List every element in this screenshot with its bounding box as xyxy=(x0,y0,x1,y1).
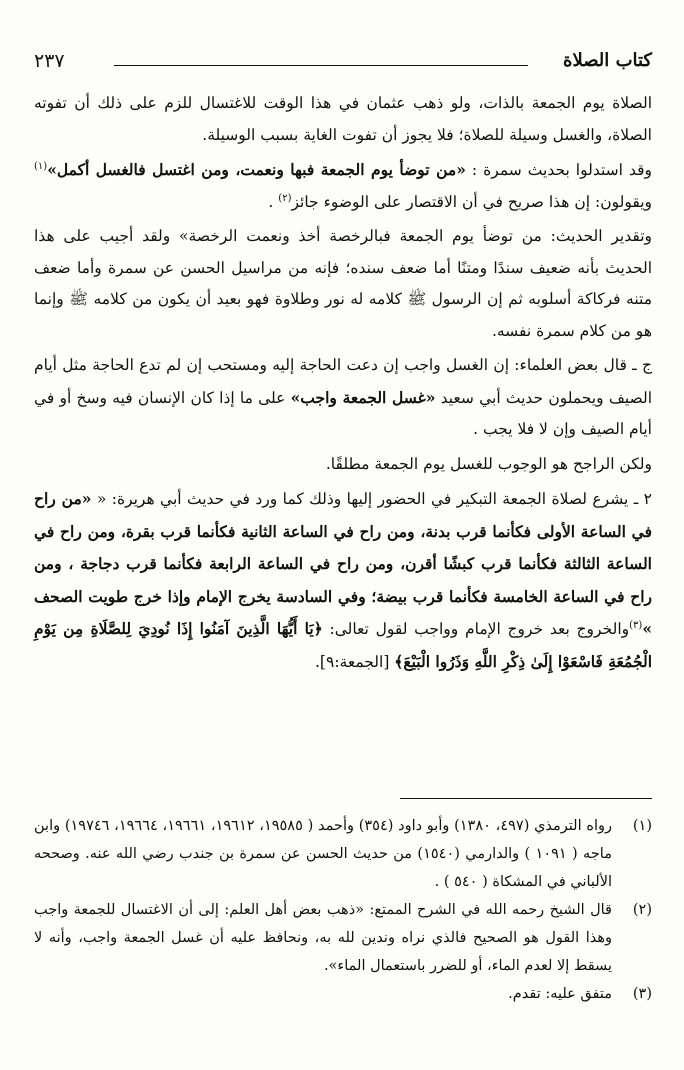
footnote-text: رواه الترمذي (٤٩٧، ١٣٨٠) وأبو داود (٣٥٤) وأحمد ( ١٩٥٨٥، ١٩٦١٢، ١٩٦٦١، ١٩٦٦٤، ١٩٧٤٦) وابن ماجه ( ١٠٩١ ) والدارمي (١٥٤٠) من حديث الحسن عن سمرة بن جندب رضي الله عنه. وصححه الألباني في المشكاة ( ٥٤٠ ) . xyxy=(34,818,612,890)
footnote-rule xyxy=(400,798,652,799)
hadith-abu-hurayra: «من راح في الساعة الأولى فكأنما قرب بدنة، ومن راح في الساعة الثانية فكأنما قرب بقرة، ومن راح في الساعة الثالثة فكأنما قرب كبشًا أقرن، ومن راح في الساعة الرابعة فكأنما قرب دجاجة ، ومن راح في الساعة الخامسة فكأنما قرب بيضة؛ وفي السادسة يخرج الإمام وإذا خرج طويت الصحف » xyxy=(34,489,652,638)
paragraph-6-text: والخروج بعد خروج الإمام وواجب لقول تعالى: xyxy=(329,620,630,638)
paragraph-2-intro: وقد استدلوا بحديث سمرة : xyxy=(465,161,652,179)
footnote-2 xyxy=(34,896,652,980)
page-number: ٢٣٧ xyxy=(34,50,65,72)
paragraph-6 xyxy=(34,483,652,678)
hadith-samura: «من توضأ يوم الجمعة فبها ونعمت، ومن اغتسل فالغسل أكمل» xyxy=(47,160,466,179)
paragraph-4-text: على ما إذا كان الإنسان فيه وسخ أو في أيام الصيف وإن لا فلا يجب . xyxy=(34,388,652,438)
footnote-text: قال الشيخ رحمه الله في الشرح الممتع: «ذهب بعض أهل العلم: إلى أن الاغتسال للجمعة واجب وهذا القول هو الصحيح فالذي نراه وندين لله به، ونحافظ عليه أن غسل الجمعة واجب، وأنه لا يسقط إلا لعدم الماء، أو للضرر باستعمال الماء». xyxy=(34,902,612,974)
footnotes xyxy=(34,812,652,1008)
main-text xyxy=(34,88,652,678)
quran-verse: ﴿يَا أَيُّهَا الَّذِينَ آمَنُوا إِذَا نُودِيَ لِلصَّلَاةِ مِن يَوْمِ الْجُمُعَةِ فَاسْعَوْا إِلَىٰ ذِكْرِ اللَّهِ وَذَرُوا الْبَيْعَ﴾ xyxy=(34,619,652,671)
paragraph-2-end: . xyxy=(268,192,279,211)
footnote-3 xyxy=(34,980,652,1008)
footnote-text: متفق عليه: تقدم. xyxy=(508,986,612,1002)
hadith-abu-said: «غسل الجمعة واجب» xyxy=(290,387,436,407)
running-title: كتاب الصلاة xyxy=(563,50,652,71)
footnote-number: (٢) xyxy=(632,902,652,918)
footnote-number: (٣) xyxy=(632,986,652,1002)
paragraph-2 xyxy=(34,154,652,218)
page-header xyxy=(34,50,652,80)
footnote-ref-2[interactable]: (٢) xyxy=(278,192,292,204)
paragraph-3: وتقدير الحديث: من توضأ يوم الجمعة فبالرخصة أخذ ونعمت الرخصة» ولقد أجيب على هذا الحديث بأنه ضعيف سندًا ومتنًا أما ضعف سنده؛ فإنه من مراسيل الحسن عن سمرة وأما ضعف متنه فركاكة أسلوبه ثم إن الرسول ﷺ كلامه له نور وطلاوة فهو بعيد أن يكون من كلامه ﷺ وإنما هو من كلام سمرة نفسه. xyxy=(34,227,652,340)
footnote-ref-3[interactable]: (٣) xyxy=(629,619,643,631)
paragraph-6-intro: ٢ ـ يشرع لصلاة الجمعة التبكير في الحضور إليها وذلك كما ورد في حديث أبي هريرة: « xyxy=(91,490,652,508)
paragraph-5: ولكن الراجح هو الوجوب للغسل يوم الجمعة مطلقًا. xyxy=(325,454,652,473)
paragraph-4 xyxy=(34,350,652,446)
footnote-ref-1[interactable]: (١) xyxy=(34,160,48,172)
header-rule xyxy=(114,65,528,66)
footnote-1 xyxy=(34,812,652,896)
paragraph-4-intro: ج ـ قال بعض العلماء: إن الغسل واجب إن دعت الحاجة إليه ومستحب إن لم تدع الحاجة مثل أيام الصيف ويحملون حديث أبي سعيد xyxy=(34,356,653,407)
paragraph-2-text: ويقولون: إن هذا صريح في أن الاقتصار على الوضوء جائز xyxy=(291,192,652,211)
footnote-number: (١) xyxy=(632,818,652,834)
paragraph-1: الصلاة يوم الجمعة بالذات، ولو ذهب عثمان في هذا الوقت للاغتسال للزم على ذلك أن تفوته الصلاة، والغسل وسيلة للصلاة؛ فلا يجوز أن تفوت الغاية بسبب الوسيلة. xyxy=(34,94,652,144)
quran-verse-ref: [الجمعة:٩]. xyxy=(315,652,395,671)
